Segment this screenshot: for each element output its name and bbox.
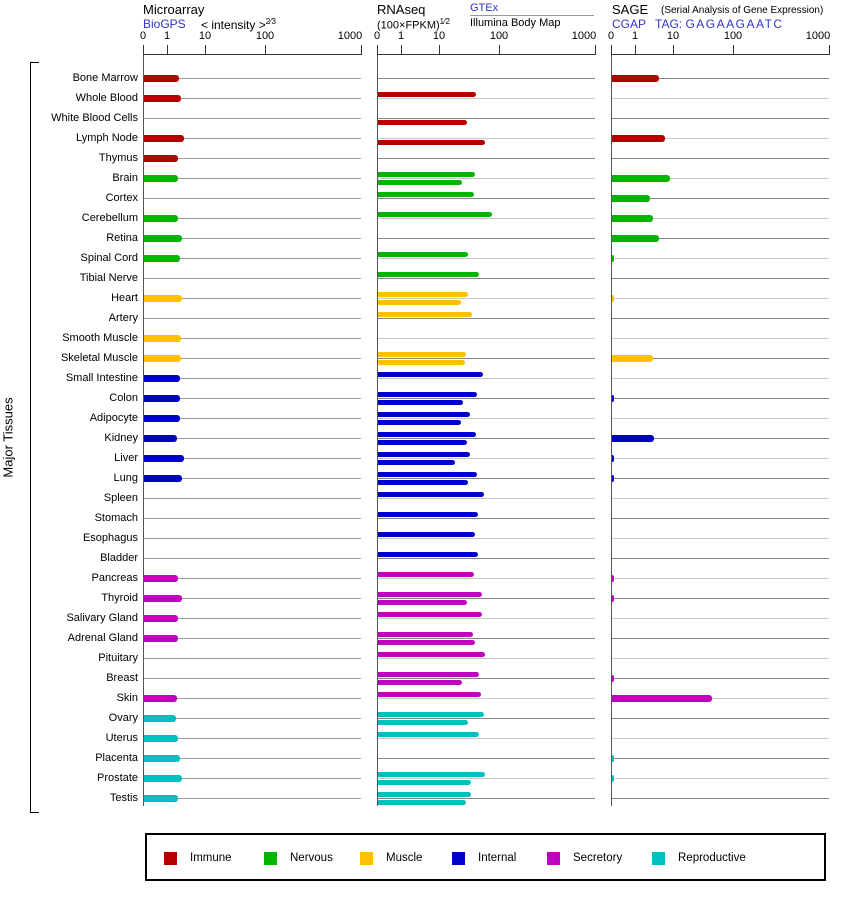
bar-sage [612, 695, 712, 702]
cgap-link[interactable]: CGAP [612, 17, 647, 31]
reproductive-color-swatch [652, 852, 665, 865]
axis-tick-label: 10 [198, 30, 212, 42]
bar-rnaseq-bodymap [378, 440, 467, 445]
tissue-label: Lung [113, 472, 138, 484]
bar-microarray [144, 475, 182, 482]
tissue-label: Thymus [98, 152, 138, 164]
bar-microarray [144, 395, 180, 402]
row-gridline [378, 738, 595, 739]
row-gridline [612, 418, 829, 419]
bar-rnaseq-gtex [378, 512, 478, 517]
bar-rnaseq-bodymap [378, 800, 466, 805]
bar-rnaseq-gtex [378, 172, 475, 177]
tissue-label: Adipocyte [89, 412, 138, 424]
row-gridline [612, 518, 829, 519]
row-gridline [612, 118, 829, 119]
row-gridline [378, 418, 595, 419]
bar-microarray [144, 135, 184, 142]
bar-microarray [144, 355, 181, 362]
tissue-label: Cerebellum [81, 212, 138, 224]
tissue-label: Adrenal Gland [67, 632, 138, 644]
row-gridline [144, 118, 361, 119]
bar-rnaseq-gtex [378, 352, 466, 357]
axis-tick-label: 1 [397, 30, 405, 42]
fpkm-text: (100×FPKM) [377, 19, 440, 32]
bar-microarray [144, 575, 178, 582]
row-gridline [612, 298, 829, 299]
bar-microarray [144, 95, 181, 102]
bar-sage [612, 575, 614, 582]
row-gridline [144, 198, 361, 199]
row-gridline [612, 578, 829, 579]
row-gridline [378, 458, 595, 459]
row-gridline [378, 438, 595, 439]
bar-rnaseq-gtex [378, 472, 477, 477]
bar-microarray [144, 335, 181, 342]
legend-label: Secretory [573, 852, 623, 864]
nervous-color-swatch [264, 852, 277, 865]
tissue-label: Breast [106, 672, 138, 684]
bar-rnaseq-gtex [378, 272, 479, 277]
bar-microarray [144, 615, 178, 622]
row-gridline [378, 398, 595, 399]
bar-rnaseq-gtex [378, 792, 471, 797]
bar-rnaseq-bodymap [378, 400, 463, 405]
bar-microarray [144, 235, 182, 242]
row-gridline [612, 618, 829, 619]
legend-item-secretory [547, 845, 622, 871]
axis-tick [499, 45, 500, 54]
bar-rnaseq-gtex [378, 772, 485, 777]
tissue-label: Skin [116, 692, 138, 704]
bar-rnaseq-gtex [378, 372, 483, 377]
bar-rnaseq-gtex [378, 452, 470, 457]
row-gridline [144, 718, 361, 719]
row-gridline [612, 98, 829, 99]
row-gridline [378, 658, 595, 659]
axis-tick-label: 100 [255, 30, 275, 42]
row-gridline [378, 138, 595, 139]
tissue-label: Testis [109, 792, 138, 804]
bar-rnaseq-bodymap [378, 600, 467, 605]
tissue-label: Cortex [105, 192, 138, 204]
row-gridline [612, 778, 829, 779]
tissue-label: Smooth Muscle [62, 332, 138, 344]
bar-microarray [144, 75, 179, 82]
tissue-label: Brain [112, 172, 138, 184]
tissue-label: White Blood Cells [51, 112, 138, 124]
panel-axis-vertical-line [611, 55, 612, 806]
legend-label: Reproductive [678, 852, 746, 864]
intensity-text: < intensity > [201, 18, 266, 32]
bar-rnaseq-gtex [378, 432, 476, 437]
bar-rnaseq-gtex [378, 732, 479, 737]
row-gridline [144, 278, 361, 279]
row-gridline [378, 118, 595, 119]
bar-sage [612, 215, 653, 222]
row-gridline [378, 238, 595, 239]
bar-microarray [144, 695, 177, 702]
row-gridline [612, 278, 829, 279]
bar-rnaseq-bodymap [378, 300, 461, 305]
bar-sage [612, 435, 654, 442]
intensity-exponent: 2⁄3 [265, 17, 276, 26]
row-gridline [612, 258, 829, 259]
legend-item-immune [164, 845, 232, 871]
bar-sage [612, 455, 614, 462]
axis-tick-label: 0 [139, 30, 147, 42]
row-gridline [378, 518, 595, 519]
axis-tick [595, 45, 596, 54]
bar-rnaseq-gtex [378, 712, 484, 717]
row-gridline [612, 798, 829, 799]
row-gridline [378, 678, 595, 679]
bar-rnaseq-gtex [378, 552, 478, 557]
bar-microarray [144, 435, 177, 442]
legend-label: Internal [478, 852, 517, 864]
bar-rnaseq-bodymap [378, 780, 471, 785]
row-gridline [612, 538, 829, 539]
axis-tick-label: 0 [373, 30, 381, 42]
bar-sage [612, 235, 659, 242]
axis-tick [611, 45, 612, 54]
bar-sage [612, 135, 665, 142]
axis-tick [635, 45, 636, 54]
legend-item-muscle [360, 845, 422, 871]
tissue-label: Whole Blood [75, 92, 138, 104]
legend-label: Immune [190, 852, 232, 864]
row-gridline [612, 738, 829, 739]
tissue-label: Thyroid [101, 592, 138, 604]
rnaseq-title: RNAseq [377, 2, 426, 17]
tissue-label: Bone Marrow [72, 72, 138, 84]
tissue-label: Bladder [100, 552, 138, 564]
legend-label: Nervous [290, 852, 333, 864]
internal-color-swatch [452, 852, 465, 865]
tissue-label: Pituitary [98, 652, 138, 664]
bar-rnaseq-gtex [378, 292, 468, 297]
legend-item-internal [452, 845, 516, 871]
bar-rnaseq-gtex [378, 412, 470, 417]
bar-rnaseq-gtex [378, 612, 482, 617]
bar-sage [612, 755, 614, 762]
tissue-label: Salivary Gland [66, 612, 138, 624]
tissue-label: Heart [111, 292, 138, 304]
row-gridline [378, 538, 595, 539]
bar-sage [612, 75, 659, 82]
row-gridline [612, 758, 829, 759]
axis-tick-label: 10 [432, 30, 446, 42]
bar-microarray [144, 255, 180, 262]
bar-rnaseq-bodymap [378, 420, 461, 425]
bar-sage [612, 175, 670, 182]
row-gridline [612, 158, 829, 159]
axis-tick-label: 1000 [805, 30, 831, 42]
axis-tick [361, 45, 362, 54]
row-gridline [612, 678, 829, 679]
tissue-label: Esophagus [82, 532, 138, 544]
row-gridline [612, 498, 829, 499]
row-gridline [144, 678, 361, 679]
tissue-label: Prostate [97, 772, 138, 784]
row-gridline [378, 298, 595, 299]
row-gridline [144, 498, 361, 499]
microarray-title: Microarray [143, 2, 205, 17]
row-gridline [378, 338, 595, 339]
legend-label: Muscle [386, 852, 423, 864]
row-gridline [378, 278, 595, 279]
bar-microarray [144, 215, 178, 222]
bar-rnaseq-gtex [378, 392, 477, 397]
row-gridline [612, 658, 829, 659]
tissue-label: Kidney [104, 432, 138, 444]
bar-rnaseq-gtex [378, 672, 479, 677]
row-gridline [144, 318, 361, 319]
biogps-link[interactable]: BioGPS [143, 17, 186, 31]
bar-microarray [144, 295, 182, 302]
tissue-label: Spleen [103, 492, 138, 504]
row-gridline [378, 498, 595, 499]
sage-tag-label: TAG: [655, 17, 683, 31]
bar-rnaseq-bodymap [378, 180, 462, 185]
bar-rnaseq-gtex [378, 592, 482, 597]
row-gridline [378, 218, 595, 219]
tissue-label: Small Intestine [65, 372, 138, 384]
row-gridline [378, 778, 595, 779]
tissue-label: Stomach [94, 512, 138, 524]
row-gridline [378, 358, 595, 359]
immune-color-swatch [164, 852, 177, 865]
sage-title: SAGE [612, 2, 649, 17]
bar-microarray [144, 155, 178, 162]
row-gridline [144, 658, 361, 659]
axis-tick [265, 45, 266, 54]
panel-axis-line [611, 54, 830, 55]
axis-tick [829, 45, 830, 54]
bar-rnaseq-bodymap [378, 140, 485, 145]
axis-tick-label: 1 [631, 30, 639, 42]
bar-rnaseq-gtex [378, 532, 475, 537]
axis-tick [205, 45, 206, 54]
bar-microarray [144, 715, 176, 722]
row-gridline [378, 558, 595, 559]
row-gridline [612, 378, 829, 379]
major-tissues-label: Major Tissues [0, 397, 16, 478]
sage-title-note: (Serial Analysis of Gene Expression) [661, 5, 824, 16]
bar-microarray [144, 755, 180, 762]
row-gridline [378, 258, 595, 259]
bar-sage [612, 295, 614, 302]
legend [145, 833, 826, 881]
sage-tag-sequence: GAGAAGAATC [685, 17, 784, 31]
row-gridline [612, 458, 829, 459]
bar-rnaseq-gtex [378, 492, 484, 497]
panel-axis-line [143, 54, 362, 55]
bar-rnaseq-gtex [378, 212, 492, 217]
row-gridline [612, 638, 829, 639]
bar-sage [612, 195, 650, 202]
row-gridline [612, 558, 829, 559]
row-gridline [378, 758, 595, 759]
row-gridline [378, 318, 595, 319]
bar-microarray [144, 455, 184, 462]
bar-rnaseq-bodymap [378, 120, 467, 125]
axis-tick [439, 45, 440, 54]
axis-tick [143, 45, 144, 54]
bar-rnaseq-bodymap [378, 680, 462, 685]
axis-tick [401, 45, 402, 54]
bar-rnaseq-bodymap [378, 360, 465, 365]
row-gridline [378, 198, 595, 199]
bar-microarray [144, 795, 178, 802]
axis-tick [167, 45, 168, 54]
bar-sage [612, 255, 614, 262]
bar-sage [612, 355, 653, 362]
axis-tick [377, 45, 378, 54]
axis-tick [673, 45, 674, 54]
axis-tick-label: 1000 [337, 30, 363, 42]
bar-rnaseq-bodymap [378, 720, 468, 725]
tissue-label: Placenta [95, 752, 138, 764]
tissue-label: Liver [114, 452, 138, 464]
legend-item-reproductive [652, 845, 746, 871]
bar-microarray [144, 735, 178, 742]
gtex-link[interactable]: GTEx [470, 2, 499, 14]
axis-tick [733, 45, 734, 54]
bar-rnaseq-gtex [378, 92, 476, 97]
row-gridline [144, 518, 361, 519]
illumina-body-map-label: Illumina Body Map [470, 17, 561, 29]
fpkm-exponent: 1⁄2 [439, 17, 450, 26]
tissue-label: Skeletal Muscle [60, 352, 138, 364]
tissue-label: Uterus [105, 732, 138, 744]
axis-tick-label: 10 [666, 30, 680, 42]
bar-rnaseq-gtex [378, 572, 474, 577]
row-gridline [378, 98, 595, 99]
legend-item-nervous [264, 845, 333, 871]
bar-sage [612, 675, 614, 682]
bar-microarray [144, 635, 178, 642]
secretory-color-swatch [547, 852, 560, 865]
tissue-label: Artery [108, 312, 138, 324]
axis-tick-label: 1000 [571, 30, 597, 42]
row-gridline [612, 318, 829, 319]
bar-rnaseq-gtex [378, 652, 485, 657]
row-gridline [378, 718, 595, 719]
tissue-label: Tibial Nerve [79, 272, 138, 284]
tissue-label: Lymph Node [76, 132, 138, 144]
bar-sage [612, 595, 614, 602]
axis-tick-label: 100 [723, 30, 743, 42]
bar-rnaseq-gtex [378, 692, 481, 697]
row-gridline [378, 638, 595, 639]
bar-microarray [144, 415, 180, 422]
row-gridline [612, 338, 829, 339]
bar-microarray [144, 175, 178, 182]
bar-sage [612, 775, 614, 782]
bar-rnaseq-gtex [378, 312, 472, 317]
bar-microarray [144, 775, 182, 782]
tissue-label: Spinal Cord [80, 252, 138, 264]
muscle-color-swatch [360, 852, 373, 865]
bar-microarray [144, 375, 180, 382]
row-gridline [378, 378, 595, 379]
row-gridline [378, 178, 595, 179]
row-gridline [144, 558, 361, 559]
axis-tick-label: 1 [163, 30, 171, 42]
bar-rnaseq-gtex [378, 632, 473, 637]
row-gridline [378, 578, 595, 579]
axis-tick-label: 100 [489, 30, 509, 42]
panel-axis-line [377, 54, 596, 55]
row-gridline [612, 718, 829, 719]
row-gridline [378, 78, 595, 79]
row-gridline [378, 618, 595, 619]
tissue-label: Retina [106, 232, 138, 244]
bar-rnaseq-bodymap [378, 640, 475, 645]
row-gridline [378, 478, 595, 479]
row-gridline [612, 598, 829, 599]
bar-rnaseq-bodymap [378, 480, 468, 485]
bar-microarray [144, 595, 182, 602]
bar-rnaseq-bodymap [378, 460, 455, 465]
row-gridline [612, 478, 829, 479]
row-gridline [378, 798, 595, 799]
tissue-label: Pancreas [91, 572, 138, 584]
bar-sage [612, 395, 614, 402]
bar-rnaseq-gtex [378, 192, 474, 197]
tissue-label: Ovary [108, 712, 138, 724]
axis-tick-label: 0 [607, 30, 615, 42]
tissue-label: Colon [109, 392, 138, 404]
row-gridline [378, 698, 595, 699]
panel-axis-vertical-line [143, 55, 144, 806]
row-gridline [612, 398, 829, 399]
row-gridline [378, 598, 595, 599]
bar-rnaseq-gtex [378, 252, 468, 257]
bar-sage [612, 475, 614, 482]
row-gridline [378, 158, 595, 159]
row-gridline [144, 538, 361, 539]
